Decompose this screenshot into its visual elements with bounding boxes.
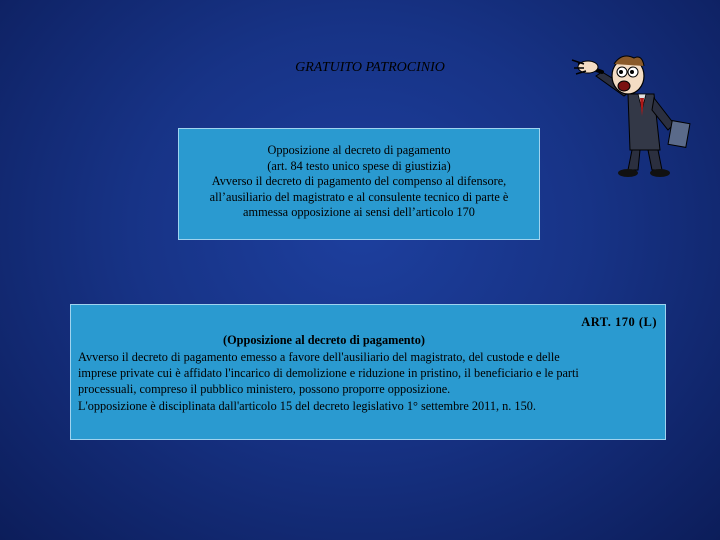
article-line: processuali, compreso il pubblico ministero, possono proporre opposizione. xyxy=(78,382,451,397)
slide-title: GRATUITO PATROCINIO xyxy=(295,60,445,75)
article-subtitle: (Opposizione al decreto di pagamento) xyxy=(223,333,425,347)
summary-line: Avverso il decreto di pagamento del compenso al difensore, xyxy=(211,174,507,189)
summary-line: (art. 84 testo unico spese di giustizia) xyxy=(267,158,451,173)
angry-man-icon xyxy=(566,46,702,180)
summary-line: ammessa opposizione ai sensi dell’articolo 170 xyxy=(243,205,475,220)
summary-line: all’ausiliario del magistrato e al consulente tecnico di parte è xyxy=(209,189,509,204)
article-body xyxy=(78,349,663,414)
article-heading: ART. 170 (L) xyxy=(581,315,657,329)
article-line: L'opposizione è disciplinata dall'articolo 15 del decreto legislativo 1° settembre 2011, n. 150. xyxy=(78,398,536,413)
article-line: imprese private cui è affidato l'incarico di demolizione e riduzione in pristino, il beneficiario e le parti xyxy=(78,366,579,381)
summary-box xyxy=(178,128,540,240)
summary-line: Opposizione al decreto di pagamento xyxy=(267,143,451,157)
article-line: Avverso il decreto di pagamento emesso a favore dell'ausiliario del magistrato, del custode e delle xyxy=(78,350,560,364)
article-box xyxy=(70,304,666,440)
